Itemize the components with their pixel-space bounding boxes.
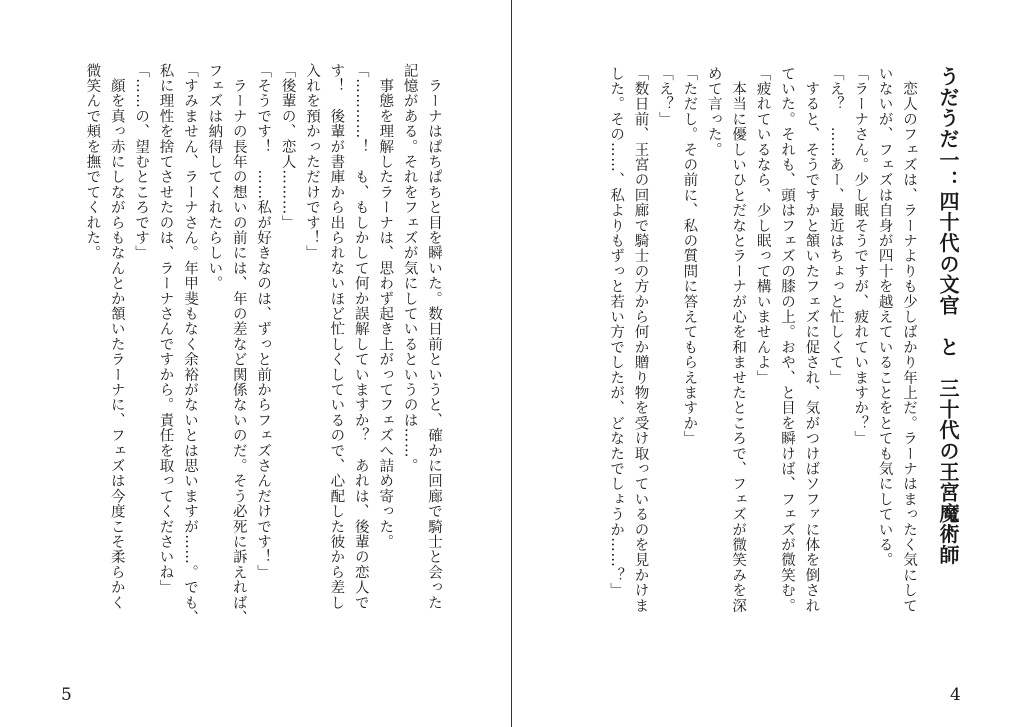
text-line: 「…………！ も、もしかして何か誤解していますか？ あれは、後輩の恋人で	[352, 63, 369, 611]
left-page	[0, 0, 511, 727]
text-line: 記憶がある。それをフェズが気にしているというのは……。	[401, 63, 418, 474]
text-line: 「疲れているなら、少し眠って構いませんよ」	[754, 66, 771, 386]
text-line: めて言った。	[705, 66, 722, 158]
text-line: 本当に優しいひとだなとラーナが心を和ませたところで、フェズが微笑みを深	[730, 66, 747, 614]
text-line: 「ラーナさん。少し眠そうですが、疲れていますか？」	[852, 66, 869, 446]
left-page-body	[80, 63, 446, 625]
text-line: 「……の、望むところです」	[133, 63, 150, 261]
text-line: ラーナはぱちぱちと目を瞬いた。数日前というと、確かに回廊で騎士と会った	[426, 63, 442, 611]
text-line: すると、そうですかと頷いたフェズに促され、気がつけばソファに体を倒され	[803, 66, 820, 614]
text-line: ていた。それも、頭はフェズの膝の上。おや、と目を瞬けば、フェズが微笑む。	[778, 66, 795, 614]
text-line: 「え？」	[656, 66, 673, 127]
text-line: 「え？ ……あー、最近はちょっと忙しくて」	[827, 66, 844, 386]
text-line: 顔を真っ赤にしながらもなんとか頷いたラーナに、フェズは今度こそ柔らかく	[108, 63, 125, 611]
text-line: 「ただし。その前に、私の質問に答えてもらえますか」	[681, 66, 698, 446]
page-number-left: 5	[61, 685, 72, 705]
text-line: 「すみません、ラーナさん。年甲斐もなく余裕がないとは思いますが……。でも、	[181, 63, 198, 626]
chapter-title: うだうだ一：四十代の文官 と 三十代の王宮魔術師	[936, 66, 960, 566]
right-page-body	[604, 66, 963, 613]
text-line: いないが、フェズは自身が四十を越えていることをとても気にしている。	[876, 66, 893, 568]
page-number-right: 4	[950, 685, 961, 705]
text-line: した。その……、私よりもずっと若い方でしたが、どなたでしょうか……？」	[608, 66, 625, 598]
text-line: フェズは納得してくれたらしい。	[206, 63, 223, 291]
text-line: 私に理性を捨てさせたのは、ラーナさんですから。責任を取ってくださいね」	[157, 63, 174, 595]
text-line: 入れを預かっただけです！」	[303, 63, 320, 261]
text-line: 恋人のフェズは、ラーナよりも少しばかり年上だ。ラーナはまったく気にして	[901, 66, 917, 614]
text-line: 「後輩の、恋人………」	[279, 63, 296, 231]
right-page	[512, 0, 1023, 727]
text-line: 「数日前、王宮の回廊で騎士の方から何か贈り物を受け取っているのを見かけま	[632, 66, 649, 614]
text-line: 事態を理解したラーナは、思わず起き上がってフェズへ詰め寄った。	[377, 63, 394, 550]
text-line: す！ 後輩が書庫から出られないほど忙しくしているので、心配した彼から差し	[328, 63, 345, 611]
text-line: ラーナの長年の想いの前には、年の差など関係ないのだ。そう必死に訴えれば、	[230, 63, 247, 626]
text-line: 微笑んで頬を撫でてくれた。	[84, 63, 101, 261]
text-line: 「そうです！ ……私が好きなのは、ずっと前からフェズさんだけです！」	[255, 63, 272, 580]
